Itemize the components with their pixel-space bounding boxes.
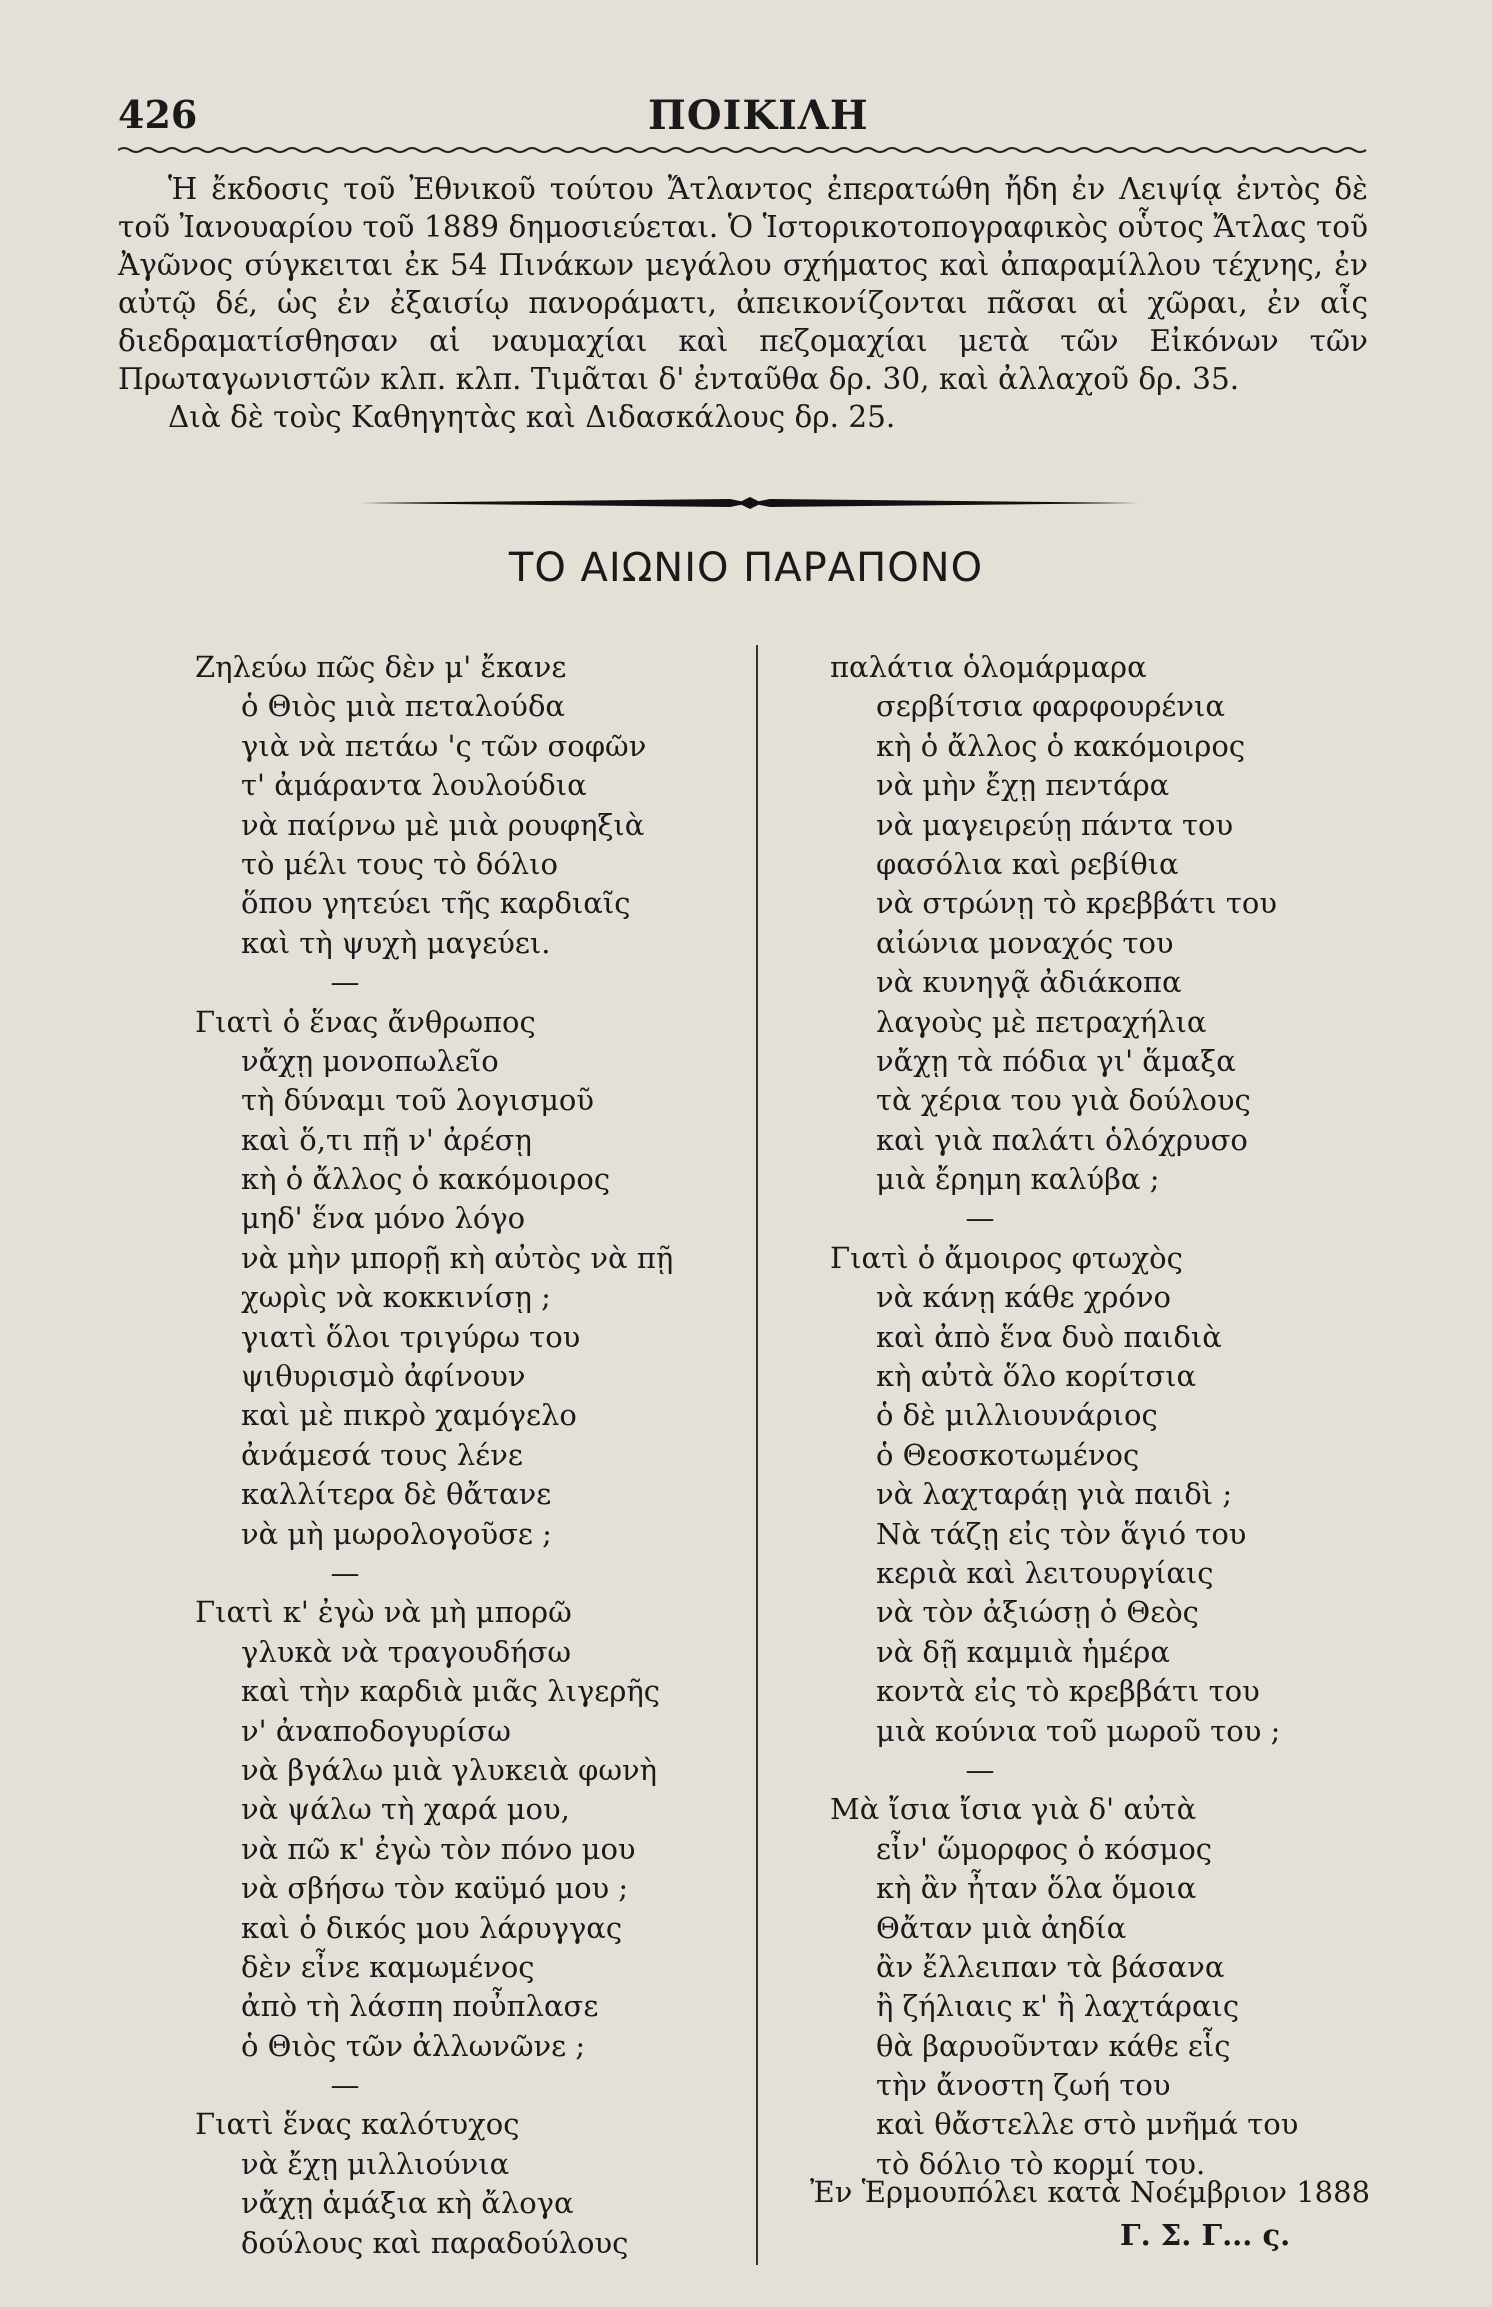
verse-line: νὰ παίρνω μὲ μιὰ ρουφηξιὰ [241, 807, 645, 842]
verse-line: ψιθυρισμὸ ἀφίνουν [241, 1359, 526, 1394]
verse-line: τὰ χέρια του γιὰ δούλους [876, 1083, 1251, 1118]
verse-line: κεριὰ καὶ λειτουργίαις [876, 1555, 1214, 1590]
verse-line: νὰ κυνηγᾷ ἀδιάκοπα [876, 965, 1182, 1000]
verse-line: καὶ μὲ πικρὸ χαμόγελο [241, 1398, 577, 1433]
verse-line: νὰ τὸν ἀξιώσῃ ὁ Θεὸς [876, 1595, 1199, 1630]
verse-line: χωρὶς νὰ κοκκινίσῃ ; [241, 1280, 551, 1315]
verse-line: καὶ ὁ δικός μου λάρυγγας [241, 1910, 623, 1945]
poem-signature: Γ. Σ. Γ... ς. [1120, 2218, 1291, 2252]
verse-line: νὰ ψάλω τὴ χαρά μου, [241, 1792, 570, 1827]
stanza [830, 648, 1450, 1199]
verse-line: ὁ Θιὸς τῶν ἀλλωνῶνε ; [241, 2028, 586, 2063]
verse-line: νὰ στρώνῃ τὸ κρεββάτι του [876, 886, 1277, 921]
verse-line: Γιατὶ κ' ἐγὼ νὰ μὴ μπορῶ [195, 1595, 572, 1630]
verse-line: μηδ' ἕνα μόνο λόγο [241, 1201, 526, 1236]
announcement-paragraph: Ἡ ἔκδοσις τοῦ Ἐθνικοῦ τούτου Ἄτλαντος ἐπερατώθη ἤδη ἐν Λειψίᾳ ἐντὸς δὲ τοῦ Ἰανουαρίου τοῦ 1889 δημοσιεύεται. Ὁ Ἱστορικοτοπογραφικὸς οὗτος Ἄτλας τοῦ Ἀγῶνος σύγκειται ἐκ 54 Πινάκων μεγάλου σχήματος καὶ ἀπαραμίλλου τέχνης, ἐν αὐτῷ δέ, ὡς ἐν ἐξαισίῳ πανοράματι, ἀπεικονίζονται πᾶσαι αἱ χῶραι, ἐν αἷς διεδραματίσθησαν αἱ ναυμαχίαι καὶ πεζομαχίαι μετὰ τῶν Εἰκόνων τῶν Πρωταγωνιστῶν κλπ. κλπ. Τιμᾶται δ' ἐνταῦθα δρ. 30, καὶ ἀλλαχοῦ δρ. 35. [118, 172, 1368, 396]
verse-line: νἄχῃ μονοπωλεῖο [241, 1043, 499, 1078]
stanza [195, 648, 735, 963]
poem-dateline: Ἐν Ἑρμουπόλει κατὰ Νοέμβριον 1888 [810, 2175, 1371, 2209]
verse-line: γλυκὰ νὰ τραγουδήσω [241, 1634, 572, 1669]
verse-line: ν' ἀναποδογυρίσω [241, 1713, 511, 1748]
verse-line: γιὰ νὰ πετάω 'ς τῶν σοφῶν [241, 728, 647, 763]
verse-line: κὴ ὁ ἄλλος ὁ κακόμοιρος [241, 1162, 611, 1197]
verse-line: Γιατὶ ἕνας καλότυχος [195, 2107, 520, 2142]
stanza [195, 1003, 735, 1554]
verse-line: γιατὶ ὅλοι τριγύρω του [241, 1319, 581, 1354]
verse-line: καὶ ἀπὸ ἕνα δυὸ παιδιὰ [876, 1319, 1222, 1354]
verse-line: ὁ Θεοσκοτωμένος [876, 1437, 1140, 1472]
verse-line: μιὰ κούνια τοῦ μωροῦ του ; [876, 1713, 1281, 1748]
section-ornament [360, 496, 1140, 510]
verse-line: Γιατὶ ὁ ἕνας ἄνθρωπος [195, 1004, 536, 1039]
verse-line: τ' ἀμάραντα λουλούδια [241, 768, 587, 803]
verse-line: ὁ δὲ μιλλιουνάριος [876, 1398, 1158, 1433]
verse-line: αἰώνια μοναχός του [876, 925, 1174, 960]
verse-line: καλλίτερα δὲ θἄτανε [241, 1477, 552, 1512]
verse-line: καὶ τὴν καρδιὰ μιᾶς λιγερῆς [241, 1674, 660, 1709]
stanza-separator: — [965, 1752, 995, 1787]
verse-line: νὰ μὴν μπορῇ κὴ αὐτὸς νὰ πῇ [241, 1240, 674, 1275]
verse-line: νὰ μὴν ἔχῃ πεντάρα [876, 768, 1170, 803]
verse-line: νὰ δῇ καμμιὰ ἡμέρα [876, 1634, 1170, 1669]
poem-right-column [830, 648, 1450, 2184]
page-header [118, 92, 1368, 152]
verse-line: καὶ τὴ ψυχὴ μαγεύει. [241, 925, 551, 960]
verse-line: Ζηλεύω πῶς δὲν μ' ἔκανε [195, 650, 567, 684]
stanza-separator: — [330, 2068, 360, 2103]
verse-line: ὅπου γητεύει τῆς καρδιαῖς [241, 886, 631, 921]
stanza-separator: — [330, 1555, 360, 1590]
poem-title: ΤΟ ΑΙΩΝΙΟ ΠΑΡΑΠΟΝΟ [508, 545, 984, 591]
verse-line: νἄχῃ ἁμάξια κὴ ἄλογα [241, 2186, 574, 2221]
verse-line: νὰ βγάλω μιὰ γλυκειὰ φωνὴ [241, 1752, 657, 1787]
atlas-announcement [118, 170, 1368, 436]
verse-line: φασόλια καὶ ρεβίθια [876, 846, 1179, 881]
poem-left-column [195, 648, 735, 2263]
announcement-price-note: Διὰ δὲ τοὺς Καθηγητὰς καὶ Διδασκάλους δρ. 25. [168, 400, 896, 434]
verse-line: θὰ βαρυοῦνταν κάθε εἷς [876, 2028, 1231, 2063]
verse-line: ὁ Θιὸς μιὰ πεταλούδα [241, 689, 565, 724]
verse-line: καὶ θἄστελλε στὸ μνῆμά του [876, 2107, 1299, 2142]
stanza-separator: — [330, 965, 360, 1000]
verse-line: τὸ δόλιο τὸ κορμί του. [876, 2146, 1206, 2181]
verse-line: Μὰ ἴσια ἴσια γιὰ δ' αὐτὰ [830, 1792, 1197, 1827]
verse-line: ἀνάμεσά τους λένε [241, 1437, 523, 1472]
stanza [195, 1593, 735, 2066]
verse-line: τὸ μέλι τους τὸ δόλιο [241, 846, 559, 881]
verse-line: κοντὰ εἰς τὸ κρεββάτι του [876, 1674, 1260, 1709]
verse-line: νὰ κάνῃ κάθε χρόνο [876, 1280, 1171, 1315]
verse-line: κὴ ἂν ἦταν ὅλα ὅμοια [876, 1871, 1197, 1906]
column-divider [756, 645, 758, 2265]
verse-line: καὶ γιὰ παλάτι ὁλόχρυσο [876, 1122, 1248, 1157]
verse-line: παλάτια ὁλομάρμαρα [830, 650, 1147, 684]
page-number: 426 [118, 92, 198, 137]
verse-line: μιὰ ἔρημη καλύβα ; [876, 1162, 1160, 1197]
verse-line: νὰ πῶ κ' ἐγὼ τὸν πόνο μου [241, 1831, 636, 1866]
stanza [195, 2105, 735, 2263]
verse-line: τὴν ἄνοστη ζωή του [876, 2068, 1171, 2103]
verse-line: καὶ ὅ,τι πῇ ν' ἀρέσῃ [241, 1122, 532, 1157]
verse-line: νὰ μὴ μωρολογοῦσε ; [241, 1516, 552, 1551]
verse-line: δούλους καὶ παραδούλους [241, 2225, 629, 2260]
verse-line: ἂν ἔλλειπαν τὰ βάσανα [876, 1949, 1225, 1984]
verse-line: σερβίτσια φαρφουρένια [876, 689, 1226, 724]
verse-line: Θἄταν μιὰ ἀηδία [876, 1910, 1127, 1945]
stanza-separator: — [965, 1201, 995, 1236]
verse-line: ἢ ζήλιαις κ' ἢ λαχτάραις [876, 1989, 1240, 2024]
verse-line: νὰ λαχταράῃ γιὰ παιδὶ ; [876, 1477, 1233, 1512]
verse-line: νὰ ἔχῃ μιλλιούνια [241, 2146, 510, 2181]
verse-line: νἄχῃ τὰ πόδια γι' ἅμαξα [876, 1043, 1236, 1078]
stanza [830, 1239, 1450, 1751]
verse-line: λαγοὺς μὲ πετραχήλια [876, 1004, 1207, 1039]
verse-line: νὰ μαγειρεύῃ πάντα του [876, 807, 1234, 842]
running-head: ΠΟΙΚΙΛΗ [648, 92, 869, 139]
verse-line: ἀπὸ τὴ λάσπη ποὖπλασε [241, 1989, 599, 2024]
header-rule [118, 146, 1368, 154]
verse-line: Γιατὶ ὁ ἄμοιρος φτωχὸς [830, 1240, 1183, 1275]
stanza [830, 1790, 1450, 2184]
verse-line: νὰ σβήσω τὸν καϋμό μου ; [241, 1871, 629, 1906]
verse-line: Νὰ τάζῃ εἰς τὸν ἅγιό του [876, 1516, 1247, 1551]
verse-line: τὴ δύναμι τοῦ λογισμοῦ [241, 1083, 594, 1118]
verse-line: κὴ αὐτὰ ὅλο κορίτσια [876, 1359, 1197, 1394]
verse-line: κὴ ὁ ἄλλος ὁ κακόμοιρος [876, 728, 1246, 763]
verse-line: δὲν εἶνε καμωμένος [241, 1949, 535, 1984]
verse-line: εἶν' ὥμορφος ὁ κόσμος [876, 1831, 1213, 1866]
